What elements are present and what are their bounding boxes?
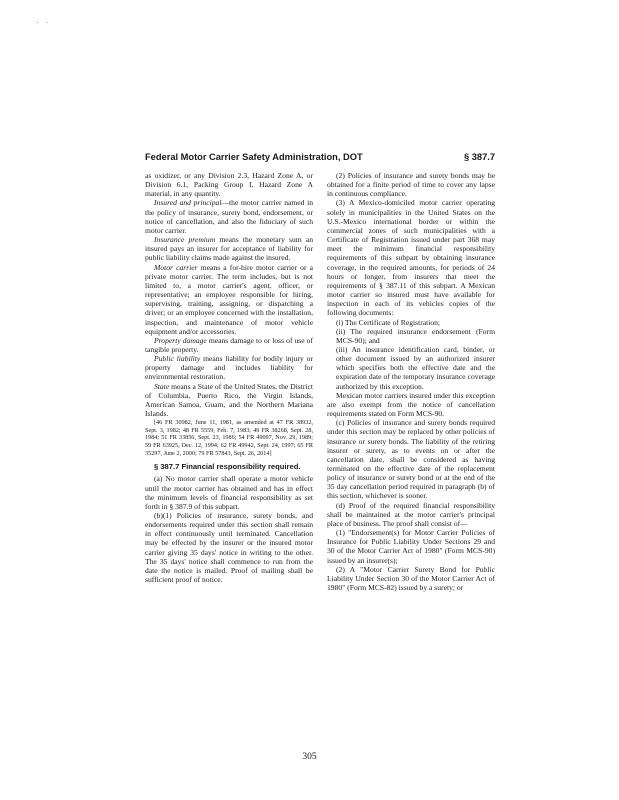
defined-term: Motor carrier [154,262,198,272]
scan-mark: · [46,19,49,27]
paragraph-c: (c) Policies of insurance and surety bonds required under this section may be replaced by other policies of insurance or surety bonds. The liability of the retiring insurer or surety, as to events on or after the cancellation date, shall be considered as having terminated on the effective date of the replacement policy of insurance or surety bond or at the end of the 35 day cancellation period required in paragraph (b) of this section, whichever is sooner. [327,418,495,501]
list-item: (iii) An insurance identification card, binder, or other document issued by an authorized insurer which specifies both the effective date and the expiration date of the temporary insurance coverage authorized by this exception. [336,344,495,391]
definition-paragraph [145,235,313,262]
section-heading: § 387.7 Financial responsibility required. [154,462,301,472]
definition-text: means a for-hire motor carrier or a private motor carrier. The term includes, but is not limited to, a motor carrier's agent, officer, or representative; an employee responsible for hiring, supervising, training, assigning, or dispatching a driver; or an employee concerned with the installation, inspection, and maintenance of motor vehicle equipment and/or accessories. [145,262,314,336]
definition-text: means liability for bodily injury or property damage and includes liability for environmental restoration. [145,354,313,382]
definition-paragraph [145,354,313,381]
definition-text: —the motor carrier named in the policy of insurance, surety bond, endorsement, or notice of cancellation, and also the fiduciary of such motor carrier. [145,198,314,235]
source-citation: [46 FR 30982, June 11, 1981, as amended at 47 FR 38932, Sept. 3, 1982; 48 FR 5559, Feb. 7, 1983; 49 FR 38268, Sept. 28, 1984; 51 FR 33856, Sept. 23, 1986; 54 FR 49097, Nov. 29, 1989; 59 FR 63925, Dec. 12, 1994; 62 FR 49942, Sept. 24, 1997; 65 FR 35297, June 2, 2000; 79 FR 57843, Sept. 26, 2014] [145,419,313,457]
defined-term: Property damage [154,335,207,345]
definition-paragraph [145,198,313,235]
paragraph-b2 [327,171,495,198]
running-header [145,152,495,166]
header-agency: Federal Motor Carrier Safety Administration, DOT [145,152,363,162]
right-column [327,171,495,592]
definition-paragraph [145,263,313,336]
paragraph-d1: (1) "Endorsement(s) for Motor Carrier Policies of Insurance for Public Liability Under Sections 29 and 30 of the Motor Carrier Act of 1980" (Form MCS-90) issued by an insurer(s); [327,528,495,565]
list-item: (i) The Certificate of Registration; [336,317,441,327]
defined-term: Insurance premium [154,235,216,245]
paragraph-b1: (b)(1) Policies of insurance, surety bonds, and endorsements required under this section shall remain in effect continuously until terminated. Cancellation may be effected by the insurer or the insured motor carrier giving 35 days' notice in writing to the other. The 35 days' notice shall commence to run from the date the notice is mailed. Proof of mailing shall be sufficient proof of notice. [145,510,313,585]
defined-term: State [154,381,170,391]
definition-paragraph [145,336,313,354]
definition-text: means damage to or loss of use of tangible property. [145,335,314,354]
left-column [145,171,313,584]
paragraph-text: (2) Policies of insurance and surety bonds may be obtained for a finite period of time to cover any lapse in continuous compliance. [327,171,495,199]
paragraph-text: (3) A Mexico-domiciled motor carrier operating solely in municipalities in the United States on the U.S.-Mexico international border or within the commercial zones of such municipalities with a Certificate of Registration issued under part 368 may meet the minimum financial responsibility requirements of this subpart by obtaining insurance coverage, in the required amounts, for periods of 24 hours or longer, from insurers that meet the requirements of § 387.11 of this subpart. A Mexican motor carrier so insured must have available for inspection in each of its vehicles copies of the following documents: [327,198,495,318]
list-item: (ii) The required insurance endorsement (Form MCS-90); and [336,326,495,345]
defined-term: Public liability [154,354,201,364]
scan-mark: · [36,19,39,27]
paragraph-d: (d) Proof of the required financial responsibility shall be maintained at the motor carrier's principal place of business. The proof shall consist of— [327,500,495,528]
paragraph-b3 [327,198,495,317]
paragraph-a: (a) No motor carrier shall operate a motor vehicle until the motor carrier has obtained and has in effect the minimum levels of financial responsibility as set forth in § 387.9 of this subpart. [145,474,313,511]
page-number: 305 [302,752,317,762]
header-section: § 387.7 [463,152,495,162]
paragraph-d2: (2) A "Motor Carrier Surety Bond for Public Liability Under Section 30 of the Motor Carrier Act of 1980" (Form MCS-82) issued by a surety; or [327,564,495,593]
definition-paragraph [145,382,313,419]
definition-text: means a State of the United States, the District of Columbia, Puerto Rico, the Virgin Islands, American Samoa, Guam, and the Northern Mariana Islands. [145,381,313,419]
defined-term: Insured and principal [154,198,222,208]
definition-text: means the monetary sum an insured pays an insurer for acceptance of liability for public liability claims made against the insured. [145,235,313,263]
paragraph: as oxidizer, or any Division 2.3, Hazard Zone A, or Division 6.1, Packing Group I, Hazard Zone A material, in any quantity. [145,171,313,199]
paragraph: Mexican motor carriers insured under this exception are also exempt from the notice of cancellation requirements stated on Form MCS-90. [327,390,495,419]
